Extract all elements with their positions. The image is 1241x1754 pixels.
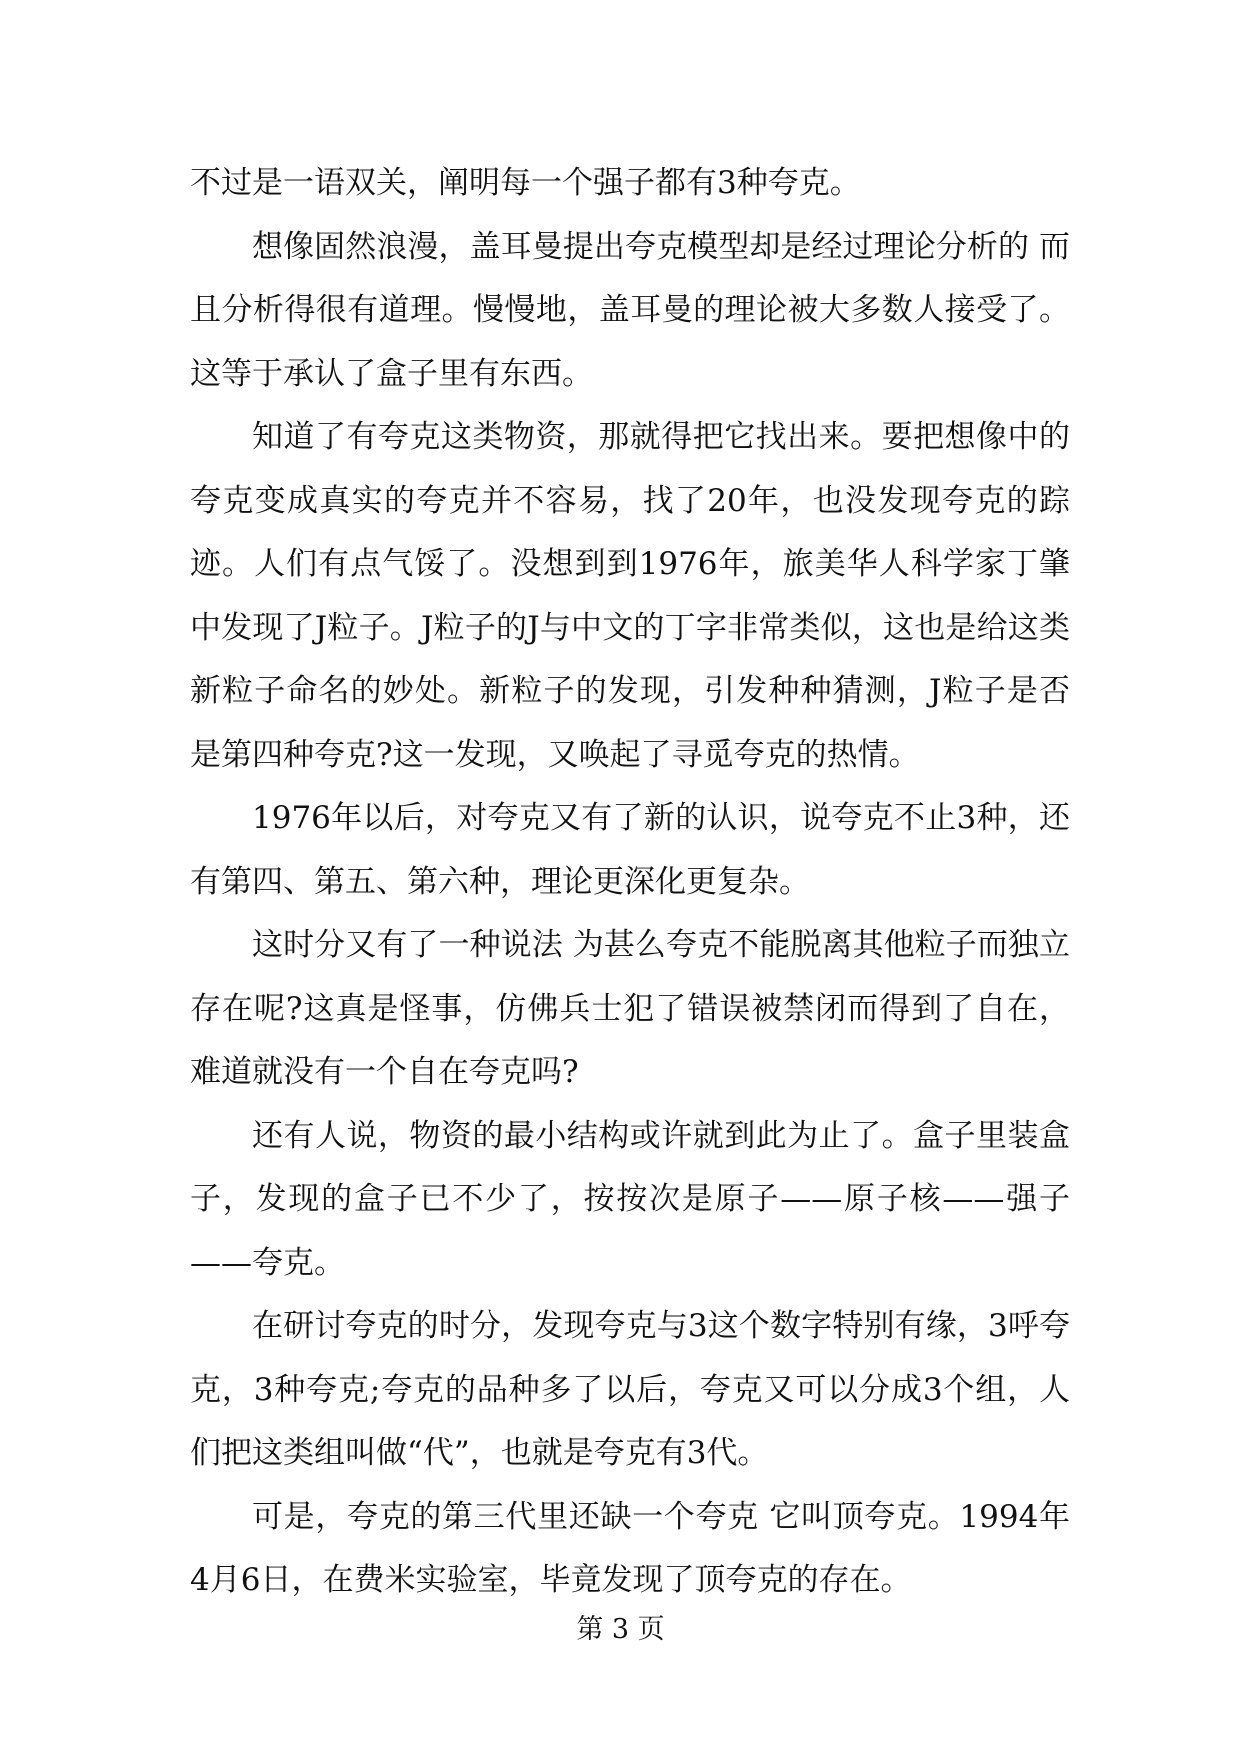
paragraph-6: 还有人说，物资的最小结构或许就到此为止了。盒子里装盒子，发现的盒子已不少了，按按次是原子——原子核——强子——夸克。 — [190, 1117, 1070, 1281]
paragraph-1: 不过是一语双关，阐明每一个强子都有3种夸克。 — [190, 165, 861, 201]
document-body — [190, 152, 1070, 1613]
page-number: 第 3 页 — [576, 1614, 665, 1645]
paragraph-4: 1976年以后，对夸克又有了新的认识，说夸克不止3种，还有第四、第五、第六种，理论更深化更复杂。 — [190, 800, 1070, 900]
paragraph-3: 知道了有夸克这类物资，那就得把它找出来。要把想像中的夸克变成真实的夸克并不容易，找了20年，也没发现夸克的踪迹。人们有点气馁了。没想到到1976年，旅美华人科学家丁肇中发现了J粒子。J粒子的J与中文的丁字非常类似，这也是给这类新粒子命名的妙处。新粒子的发现，引发种种猜测，J粒子是否是第四种夸克?这一发现，又唤起了寻觅夸克的热情。 — [190, 419, 1070, 773]
paragraph-7: 在研讨夸克的时分，发现夸克与3这个数字特别有缘，3呼夸克，3种夸克;夸克的品种多了以后，夸克又可以分成3个组，人们把这类组叫做“代”，也就是夸克有3代。 — [190, 1308, 1070, 1471]
paragraph-5: 这时分又有了一种说法 为甚么夸克不能脱离其他粒子而独立存在呢?这真是怪事，仿佛兵士犯了错误被禁闭而得到了自在，难道就没有一个自在夸克吗? — [190, 927, 1070, 1090]
paragraph-8: 可是，夸克的第三代里还缺一个夸克 它叫顶夸克。1994年4月6日，在费米实验室，毕竟发现了顶夸克的存在。 — [190, 1498, 1070, 1598]
paragraph-2: 想像固然浪漫，盖耳曼提出夸克模型却是经过理论分析的 而且分析得很有道理。慢慢地，盖耳曼的理论被大多数人接受了。这等于承认了盒子里有东西。 — [190, 228, 1070, 392]
